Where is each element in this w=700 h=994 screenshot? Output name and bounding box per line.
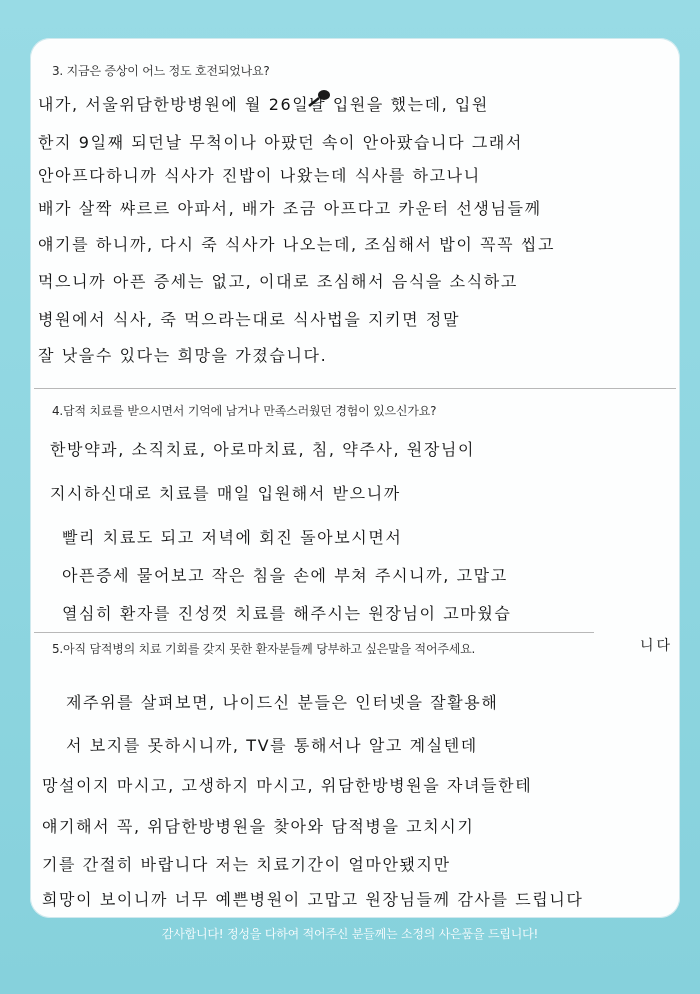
- answer-3-line-8: 잘 낫을수 있다는 희망을 가졌습니다.: [38, 346, 328, 365]
- answer-4-line-2: 지시하신대로 치료를 매일 입원해서 받으니까: [50, 484, 401, 503]
- footer-thanks-text: 감사합니다! 정성을 다하여 적어주신 분들께는 소정의 사은품을 드립니다!: [161, 927, 539, 941]
- answer-3-line-2: 한지 9일째 되던날 무척이나 아팠던 속이 안아팠습니다 그래서: [38, 133, 523, 152]
- answer-3-line-1: 내가, 서울위담한방병원에 월 26일날 입원을 했는데, 입원: [38, 95, 489, 114]
- answer-4-line-4: 아픈증세 물어보고 작은 침을 손에 부쳐 주시니까, 고맙고: [62, 566, 508, 585]
- question-5-title: 5.아직 담적병의 치료 기회를 갖지 못한 환자분들께 당부하고 싶은말을 적어주세요.: [52, 642, 476, 656]
- answer-4-line-3: 빨리 치료도 되고 저녁에 회진 돌아보시면서: [62, 528, 403, 547]
- answer-5-line-6: 희망이 보이니까 너무 예쁜병원이 고맙고 원장님들께 감사를 드립니다: [42, 890, 584, 909]
- section-divider: [34, 632, 594, 633]
- section-divider: [34, 388, 676, 389]
- answer-3-line-3: 안아프다하니까 식사가 진밥이 나왔는데 식사를 하고나니: [38, 166, 481, 185]
- answer-5-line-5: 기를 간절히 바랍니다 저는 치료기간이 얼마안됐지만: [42, 855, 451, 874]
- answer-4-line-6: 니다: [640, 638, 674, 654]
- answer-3-line-6: 먹으니까 아픈 증세는 없고, 이대로 조심해서 음식을 소식하고: [38, 272, 518, 291]
- answer-5-line-2: 서 보지를 못하시니까, TV를 통해서나 알고 계실텐데: [66, 736, 478, 755]
- answer-5-line-1: 제주위를 살펴보면, 나이드신 분들은 인터넷을 잘활용해: [66, 693, 499, 712]
- answer-4-line-1: 한방약과, 소직치료, 아로마치료, 침, 약주사, 원장님이: [50, 440, 476, 459]
- question-4-title: 4.담적 치료를 받으시면서 기억에 남거나 만족스러웠던 경험이 있으신가요?: [52, 404, 437, 418]
- question-3-title: 3. 지금은 증상이 어느 정도 호전되었나요?: [52, 64, 270, 78]
- answer-5-line-3: 망설이지 마시고, 고생하지 마시고, 위담한방병원을 자녀들한테: [42, 776, 533, 795]
- answer-3-line-7: 병원에서 식사, 죽 먹으라는대로 식사법을 지키면 정말: [38, 310, 461, 329]
- answer-4-line-5: 열심히 환자를 진성껏 치료를 해주시는 원장님이 고마웠습: [62, 604, 512, 623]
- answer-3-line-5: 얘기를 하니까, 다시 죽 식사가 나오는데, 조심해서 밥이 꼭꼭 씹고: [38, 235, 556, 254]
- answer-3-line-4: 배가 살짝 쌰르르 아파서, 배가 조금 아프다고 카운터 선생님들께: [38, 199, 542, 218]
- answer-5-line-4: 얘기해서 꼭, 위담한방병원을 찾아와 담적병을 고치시기: [42, 817, 475, 836]
